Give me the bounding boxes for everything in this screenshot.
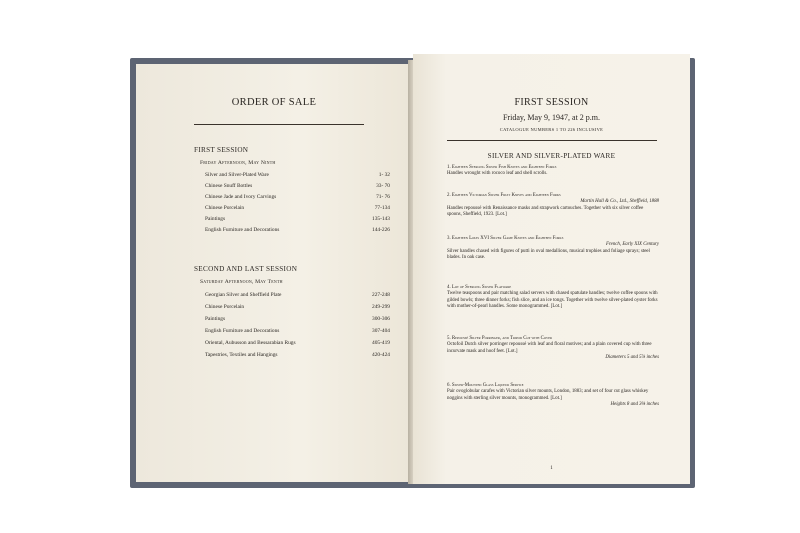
lot-dimensions: Heights 8 and 3⅜ inches <box>610 401 659 407</box>
lot-maker: French, Early XIX Century <box>605 242 659 248</box>
lot-heading: 5. Repoussé Silver Porringer, and Tripod Cup with Cover <box>447 336 553 341</box>
order-label: Chinese Snuff Bottles <box>205 183 253 189</box>
order-numbers: 249-299 <box>372 304 390 310</box>
order-numbers: 300-306 <box>372 316 390 322</box>
order-label: Chinese Porcelain <box>205 304 245 310</box>
order-row <box>205 340 390 346</box>
order-row <box>205 172 390 178</box>
order-label: Paintings <box>205 216 226 222</box>
lot-description: Twelve teaspoons and pair matching salad servers with chased spatulate handles; twelve coffee spoons with gilded bowls; three dinner forks; fish slice, and an ice tongs. Together with twelve silver-plated oyster forks with mother-of-pearl handles. Some monogrammed. [Lot.] <box>447 291 658 309</box>
order-numbers: 227-248 <box>372 292 390 298</box>
order-row <box>205 328 390 334</box>
lot-description: Pair ovoglobular carafes with Victorian silver mounts, London, 1883; and set of four cut glass whiskey noggins with sterling silver mounts, monogrammed. [Lot.] <box>447 389 649 401</box>
order-row <box>205 316 390 322</box>
lot-heading: 6. Silver-Mounted Glass Liqueur Service <box>447 383 524 388</box>
lot-entry <box>447 193 659 218</box>
lot-description: Handles repoussé with Renaissance masks and strapwork cartouches. Together with six silver coffee spoons, Sheffield, 1923. [Lot.] <box>447 205 644 217</box>
order-numbers: 1- 32 <box>378 172 390 178</box>
divider <box>194 124 364 125</box>
lot-description: Handles wrought with rococo leaf and shell scrolls. <box>447 171 548 177</box>
lot-description: Octofoil Dutch silver porringer repoussé with leaf and floral motives; and a plain covered cup with three incurvate mask and hoof feet. [Lot.] <box>447 342 652 354</box>
lot-heading: 3. Eighteen Louis XVI Silver Game Knives and Eighteen Forks <box>447 236 564 241</box>
lot-maker: Martin Hall & Co., Ltd., Sheffield, 1888 <box>580 199 659 205</box>
order-label: English Furniture and Decorations <box>205 328 280 334</box>
right-page <box>413 54 690 484</box>
lot-entry <box>447 285 659 310</box>
order-row <box>205 304 390 310</box>
lot-entry <box>447 236 659 261</box>
order-numbers: 405-419 <box>372 340 390 346</box>
page-number: 1 <box>550 466 553 471</box>
order-row <box>205 216 390 222</box>
lot-heading: 4. Lot of Sterling Silver Flatware <box>447 285 512 290</box>
order-numbers: 144-226 <box>372 227 390 233</box>
order-label: Chinese Jade and Ivory Carvings <box>205 194 277 200</box>
order-label: Paintings <box>205 316 226 322</box>
session-heading: SECOND AND LAST SESSION <box>194 265 298 273</box>
divider <box>447 140 657 141</box>
order-numbers: 307-404 <box>372 328 390 334</box>
order-numbers: 135-143 <box>372 216 390 222</box>
order-row <box>205 205 390 211</box>
session-heading: FIRST SESSION <box>194 146 249 154</box>
order-numbers: 33- 70 <box>376 183 390 189</box>
session-subheading: Saturday Afternoon, May Tenth <box>200 279 283 285</box>
order-numbers: 71- 76 <box>376 194 390 200</box>
lot-heading: 1. Eighteen Sterling Silver Fish Knives and Eighteen Forks <box>447 165 557 170</box>
order-numbers: 77-134 <box>374 205 390 211</box>
session-title: FIRST SESSION <box>514 97 589 108</box>
lot-description: Silver handles chased with figures of putti in oval medallions, musical trophies and foliage sprays; steel blades. In oak case. <box>447 248 650 260</box>
order-label: Oriental, Aubusson and Bessarabian Rugs <box>205 340 296 346</box>
lot-entry <box>447 383 659 408</box>
lot-entry <box>447 336 659 361</box>
order-row <box>205 183 390 189</box>
left-page <box>136 64 412 482</box>
lot-entry <box>447 165 659 178</box>
order-label: English Furniture and Decorations <box>205 227 280 233</box>
order-label: Chinese Porcelain <box>205 205 245 211</box>
order-label: Silver and Silver-Plated Ware <box>205 172 269 178</box>
session-subheading: Friday Afternoon, May Ninth <box>200 160 276 166</box>
order-row <box>205 227 390 233</box>
order-numbers: 420-424 <box>372 352 390 358</box>
order-row <box>205 292 390 298</box>
session-date: Friday, May 9, 1947, at 2 p.m. <box>502 113 601 122</box>
order-label: Tapestries, Textiles and Hangings <box>205 352 278 358</box>
order-row <box>205 352 390 358</box>
order-label: Georgian Silver and Sheffield Plate <box>205 292 282 298</box>
page-title: ORDER OF SALE <box>231 97 317 108</box>
catalogue-range: CATALOGUE NUMBERS 1 TO 226 INCLUSIVE <box>499 127 604 132</box>
order-row <box>205 194 390 200</box>
section-heading: SILVER AND SILVER-PLATED WARE <box>487 152 616 160</box>
lot-dimensions: Diameters 5 and 5⅞ inches <box>605 354 659 360</box>
lot-heading: 2. Eighteen Victorian Silver Fruit Knives and Eighteen Forks <box>447 193 561 198</box>
